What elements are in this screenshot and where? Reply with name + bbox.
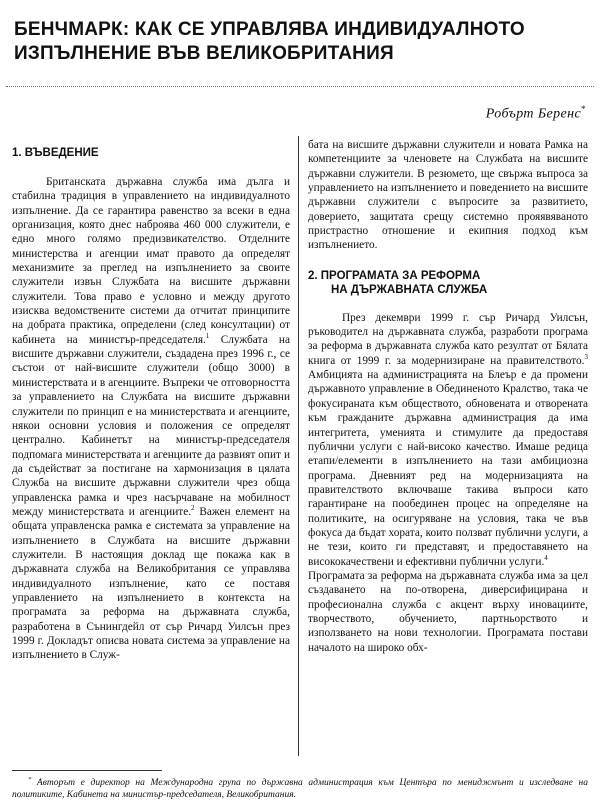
section-2-paragraph-1 [308, 311, 588, 569]
section-1-paragraph [12, 175, 290, 663]
section-2-paragraph-2: Програмата за реформа на държавната служба има за цел създаването на по-отворена, диверсифицирана и професионална служба с акцент върху иновациите, творчеството, обучението, партньорството и използването на нови технологии. Програмата постави началото на широко обх- [308, 569, 588, 654]
section-2-text-b: Амбицията на администрацията на Блеър е да промени държавното управление в Обединеното Кралство, така че фокусираната към обществото, обновената и отворената към гражданите държавна администрация да има интегритета, уменията и стимулите да предоставя публични услуги с най-високо качество. Имаше редица етапи/елементи в изпълнението на тази амбициозна програма. Дневният ред на модернизацията на правителството включваше такива въпроси като гарантиране на пообединен процес на определяне на политиките, на осигуряване на условия, така че във фокуса да бъдат хората, които ползват публични услуги, а не тези, които ги представят, и предоставянето на висококачествени и ефективни публични услуги. [308, 369, 588, 568]
left-column [12, 138, 290, 663]
author-byline [486, 104, 586, 123]
section-1-heading: 1. ВЪВЕДЕНИЕ [12, 147, 99, 159]
author-footnote [12, 774, 588, 801]
column-divider [298, 136, 299, 756]
section-1-text-c: Важен елемент на общата управленска рамка е системата за управление на изпълнението в Службата на висшите държавни служители. В настоящия доклад ще покажа как в държавната служба на Великобритания се управлява индивидуалното изпълнение, като се поставя управлението на изпълнението в контекста на програмата за реформа на държавната служба, разработена в Сънингдейл от сър Ричард Уилсън през 1999 г. Докладът описва новата система за управление на изпълнението в Служ- [12, 505, 290, 662]
article-title-line-2: ИЗПЪЛНЕНИЕ ВЪВ ВЕЛИКОБРИТАНИЯ [14, 43, 394, 64]
footnote-mark: * [28, 776, 32, 783]
footnote-ref-2: 2 [191, 504, 195, 513]
section-2-text-a: През декември 1999 г. сър Ричард Уилсън, ръководител на държавната служба, разработи програма за реформа в държавната служба като резултат от Бялата книга от 1999 г. за модернизиране на правителството. [308, 311, 588, 367]
section-2-heading-line-2: НА ДЪРЖАВНАТА СЛУЖБА [331, 283, 488, 296]
footnote-ref-4: 4 [544, 553, 548, 562]
footnote-text: Авторът е директор на Международна група по държавна администрация към Центъра по мениджмънт и изследване на политиките, Кабинета на министър-председателя, Великобритания. [12, 778, 588, 801]
section-1-continuation: бата на висшите държавни служители и новата Рамка на компетенциите за членовете на Службата на висшите държавни служители. В резюмето, ще свържа въпроса за управлението на изпълнението и поведението на висшите държавни служители с въпросите за развитието, доверието, защитата срещу системно прояявяваното пристрастно отношение и екипния подход към изпълнението. [308, 139, 588, 252]
section-2-heading-line-1: 2. ПРОГРАМАТА ЗА РЕФОРМА [308, 269, 481, 282]
article-title [14, 18, 589, 66]
footnote-rule [12, 770, 162, 771]
footnote-ref-1: 1 [205, 332, 210, 341]
section-1-text-b: Службата на висшите държавни служители, създадена през 1996 г., се състои от най-висшите служители (общо 3000) в министерствата и в агенциите. Въпреки че отговорността за управлението на Службата на висшите държавни служители по принцип е на министерствата и агенциите, някои основни условия и положения се определят централно. Кабинетът на министър-председателя подпомага министерствата и агенциите да развият опит и да съдействат за постигане на хармонизация в цялата Служба на висшите държавни служители чрез обща управленска рамка и чрез насърчаване на мобилност между министерствата и агенциите. [12, 333, 290, 518]
article-title-line-1: БЕНЧМАРК: КАК СЕ УПРАВЛЯВА ИНДИВИДУАЛНОТО [14, 19, 525, 40]
author-name: Робърт Беренс [485, 106, 582, 122]
section-2-heading [308, 269, 588, 297]
right-column [308, 138, 588, 655]
title-divider [6, 86, 594, 87]
footnote-ref-3: 3 [584, 353, 588, 362]
section-1-text-a: Британската държавна служба има дълга и стабилна традиция в управлението на индивидуалното изпълнение. Да се гарантира равенство за всеки в една организация, която днес наброява 460 000 служители, е едно много голямо предизвикателство. Отделните министерства и агенции имат правото да определят механизмите за преглед на изпълнението за своите служители извън Службата на висшите държавни служители. Това право е условно и между другото изисква ведомствените системи да отчитат принципите на добрата практика, определени (след консултации) от кабинета на министър-председателя. [12, 176, 290, 346]
author-footnote-mark: * [581, 104, 586, 114]
